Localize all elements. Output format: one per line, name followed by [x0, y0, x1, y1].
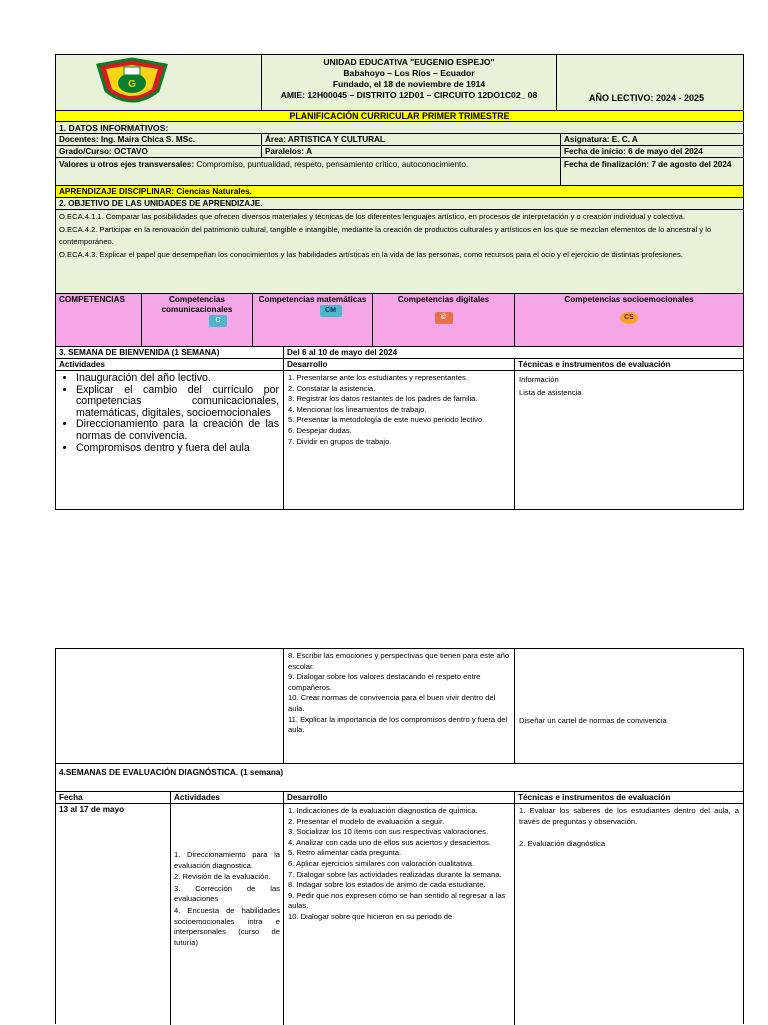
- fecha-fin: Fecha de finalización: 7 de agosto del 2024: [564, 160, 732, 169]
- area: Área: ARTISTICA Y CULTURAL: [262, 134, 561, 145]
- desarrollo-cell: [284, 371, 515, 509]
- col-fecha: Fecha: [56, 792, 171, 803]
- semana-diagnostica-title: 4.SEMANAS DE EVALUACIÓN DIAGNÓSTICA. (1 semana): [56, 764, 743, 792]
- competencia-comunicacional: [142, 294, 253, 346]
- actividades-list: [56, 371, 283, 454]
- aprendizaje-disciplinar: APRENDIZAJE DISCIPLINAR: Ciencias Naturales.: [56, 186, 743, 198]
- list-item: • Inauguración del año lectivo.: [76, 373, 279, 385]
- valores-text: Compromiso, puntualidad, respeto, pensamiento crítico, autoconocimiento.: [196, 160, 469, 169]
- list-item: 6. Aplicar ejercicios similares con valoración cualitativa.: [288, 858, 475, 868]
- competencia-label: Competencias matemáticas: [258, 295, 367, 304]
- list-item: 3. Socializar los 10 ítems con sus respectivas valoraciones.: [288, 827, 489, 837]
- list-item: 5. Retro alimentar cada pregunta.: [288, 848, 402, 858]
- list-item: 7. Dialogar sobre las actividades realizadas durante la semana.: [288, 869, 502, 879]
- list-item: 7. Dividir en grupos de trabajo.: [288, 436, 392, 446]
- list-item: 1. Indicaciones de la evaluación diagnostica de química.: [288, 806, 478, 815]
- school-logo-cell: [56, 55, 262, 110]
- list-item: 1. Presentarse ante los estudiantes y representantes.: [288, 373, 468, 382]
- list-item: • Compromisos dentro y fuera del aula: [76, 443, 279, 455]
- list-item: 5. Presentar la metodología de este nuevo periodo lectivo.: [288, 415, 485, 425]
- list-item: 10. Dialogar sobre que hicieron en su periodo de: [288, 911, 453, 921]
- planning-page-1: [55, 54, 744, 510]
- tecnicas-diag-cell: [515, 804, 743, 1025]
- competencias-row: [56, 294, 743, 347]
- list-item: 10. Crear normas de convivencia para el buen vivir dentro del aula.: [288, 693, 496, 713]
- tecnicas-cell: [515, 371, 743, 509]
- continuation-tecnicas: [515, 649, 743, 763]
- school-crest-icon: [92, 57, 172, 109]
- matematica-badge-icon: CM: [320, 305, 342, 317]
- school-year: AÑO LECTIVO: 2024 - 2025: [589, 93, 705, 103]
- objetivo-line-1: O.ECA.4.1.1. Comparar las posibilidades que ofrecen diversos materiales y técnicas de los diferentes lenguajes artístico, en procesos de interpretación y o creación individual y colectiva.: [59, 212, 685, 221]
- desarrollo-cont-list: [284, 649, 514, 738]
- competencia-label: Competencias digitales: [397, 295, 490, 304]
- continuation-desarrollo: [284, 649, 515, 763]
- datos-row-1: [56, 134, 743, 146]
- datos-row-2: [56, 146, 743, 158]
- tecnica-item: Lista de asistencia: [519, 388, 582, 397]
- semana-diagnostica-body: [56, 804, 743, 1025]
- semana-bienvenida-dates: Del 6 al 10 de mayo del 2024: [287, 348, 398, 357]
- list-item: 2. Revisión de la evaluación.: [174, 872, 271, 882]
- list-item: 4. Mencionar los lineamientos de trabajo.: [288, 404, 427, 414]
- semana-diagnostica-headers: [56, 792, 743, 804]
- semana-bienvenida-title: 3. SEMANA DE BIENVENIDA (1 SEMANA): [56, 347, 284, 358]
- competencia-socioemocional: [515, 294, 743, 346]
- list-item: 8. Indagar sobre los estados de ánimo de cada estudiante.: [288, 880, 486, 890]
- asignatura: Asignatura: E. C. A: [564, 135, 638, 144]
- header-row: [56, 55, 743, 111]
- list-item: 2. Presentar el modelo de evaluación a seguir.: [288, 816, 445, 826]
- semana-bienvenida-body: [56, 371, 743, 509]
- list-item: 4. Analizar con cada uno de ellos sus aciertos y desaciertos.: [288, 837, 492, 847]
- col-desarrollo: Desarrollo: [284, 792, 515, 803]
- school-location: Babahoyo – Los Ríos – Ecuador: [343, 68, 475, 78]
- col-tecnicas: Técnicas e instrumentos de evaluación: [518, 360, 671, 369]
- tecnica-item: Información: [519, 375, 559, 384]
- col-desarrollo: Desarrollo: [284, 359, 515, 370]
- list-item: 1. Direccionamiento para la evaluación diagnostica.: [174, 850, 280, 870]
- competencias-label: COMPETENCIAS: [56, 294, 142, 346]
- competencia-digital: [373, 294, 515, 346]
- list-item: 8. Escribir las emociones y perspectivas que tienen para este año escolar.: [288, 651, 510, 671]
- semana-bienvenida-row: [56, 347, 743, 359]
- list-item: 6. Despejar dudas.: [288, 425, 352, 435]
- objetivo-title: 2. OBJETIVO DE LAS UNIDADES DE APRENDIZAJE.: [56, 198, 743, 210]
- list-item: 9. Dialogar sobre los valores destacando el respeto entre compañeros.: [288, 672, 481, 692]
- continuation-actividades: [56, 649, 284, 763]
- objetivo-body: [56, 210, 743, 294]
- desarrollo-list: [284, 371, 514, 449]
- col-tecnicas: Técnicas e instrumentos de evaluación: [518, 793, 671, 802]
- tecnica-cont: Diseñar un cartel de normas de convivencia: [519, 716, 667, 725]
- planning-page-2: [55, 648, 744, 1024]
- school-year-cell: [557, 55, 743, 110]
- col-actividades: Actividades: [171, 792, 284, 803]
- list-item: 11. Explicar la importancia de los compromisos dentro y fuera del aula.: [288, 714, 508, 735]
- valores-label: Valores u otros ejes transversales:: [59, 160, 195, 169]
- paralelos: Paralelos: A: [262, 146, 561, 157]
- fecha-inicio: Fecha de inicio: 6 de mayo del 2024: [564, 147, 703, 156]
- list-item: 2. Constatar la asistencia.: [288, 383, 376, 393]
- list-item: • Explicar el cambio del currículo por competencias comunicacionales, matemáticas, digitales, socioemocionales: [76, 385, 279, 420]
- header-school-info: [262, 55, 557, 110]
- col-actividades: Actividades: [56, 359, 284, 370]
- tecnica-item: 1. Evaluar los saberes de los estudiantes dentro del aula, a través de preguntas y observación.: [519, 806, 739, 826]
- competencia-matematica: [253, 294, 373, 346]
- list-item: 3. Registrar los datos restantes de los padres de familia.: [288, 394, 478, 404]
- list-item: 9. Pedir que nos expresen cómo se han sentido al regresar a las aulas.: [288, 890, 506, 911]
- comunicacional-badge-icon: C: [209, 315, 227, 327]
- competencia-label: Competencias socioemocionales: [564, 295, 694, 304]
- datos-row-3: [56, 158, 743, 186]
- school-founded: Fundado, el 18 de noviembre de 1914: [332, 79, 486, 89]
- continuation-row: [56, 649, 743, 764]
- docentes: Docentes: Ing. Maira Chica S. MSc.: [56, 134, 262, 145]
- socioemocional-badge-icon: CS: [620, 312, 638, 324]
- actividades-diag-cell: [171, 804, 284, 1025]
- list-item: 4. Encuesta de habilidades socioemocionales intra e interpersonales (curso de tuturía): [174, 905, 280, 947]
- list-item: 3. Corrección de las evaluaciones: [174, 883, 280, 904]
- objetivo-line-3: O.ECA.4.3. Explicar el papel que desempeñan los conocimientos y las habilidades artísticas en la vida de las personas, como recursos para el ocio y el ejercicio de distintas profesiones.: [59, 249, 683, 259]
- school-amie: AMIE: 12H00045 – DISTRITO 12D01 – CIRCUITO 12DO1C02_ 08: [280, 90, 538, 100]
- objetivo-line-2: O.ECA.4.2. Participar en la renovación del patrimonio cultural, tangible e intangible, mediante la creación de productos culturales y artísticos en los que se mezclan elementos de lo ancestral y lo contemporáneo.: [59, 224, 712, 247]
- plan-title: PLANIFICACIÓN CURRICULAR PRIMER TRIMESTRE: [56, 111, 743, 122]
- desarrollo-diag-cell: [284, 804, 515, 1025]
- svg-text:G: G: [128, 79, 136, 90]
- datos-title: 1. DATOS INFORMATIVOS:: [56, 122, 743, 134]
- school-name: UNIDAD EDUCATIVA "EUGENIO ESPEJO": [323, 57, 495, 67]
- list-item: • Direccionamiento para la creación de las normas de convivencia.: [76, 419, 279, 442]
- digital-badge-icon: ©: [435, 312, 453, 324]
- semana-bienvenida-headers: [56, 359, 743, 371]
- grado: Grado/Curso: OCTAVO: [56, 146, 262, 157]
- competencia-label: Competencias comunicacionales: [161, 295, 233, 314]
- fecha-cell: 13 al 17 de mayo: [56, 804, 171, 1025]
- desarrollo-diag-list: [284, 804, 514, 925]
- tecnica-item: 2. Evaluación diagnóstica: [519, 839, 606, 849]
- actividades-cell: [56, 371, 284, 509]
- valores: [56, 158, 561, 185]
